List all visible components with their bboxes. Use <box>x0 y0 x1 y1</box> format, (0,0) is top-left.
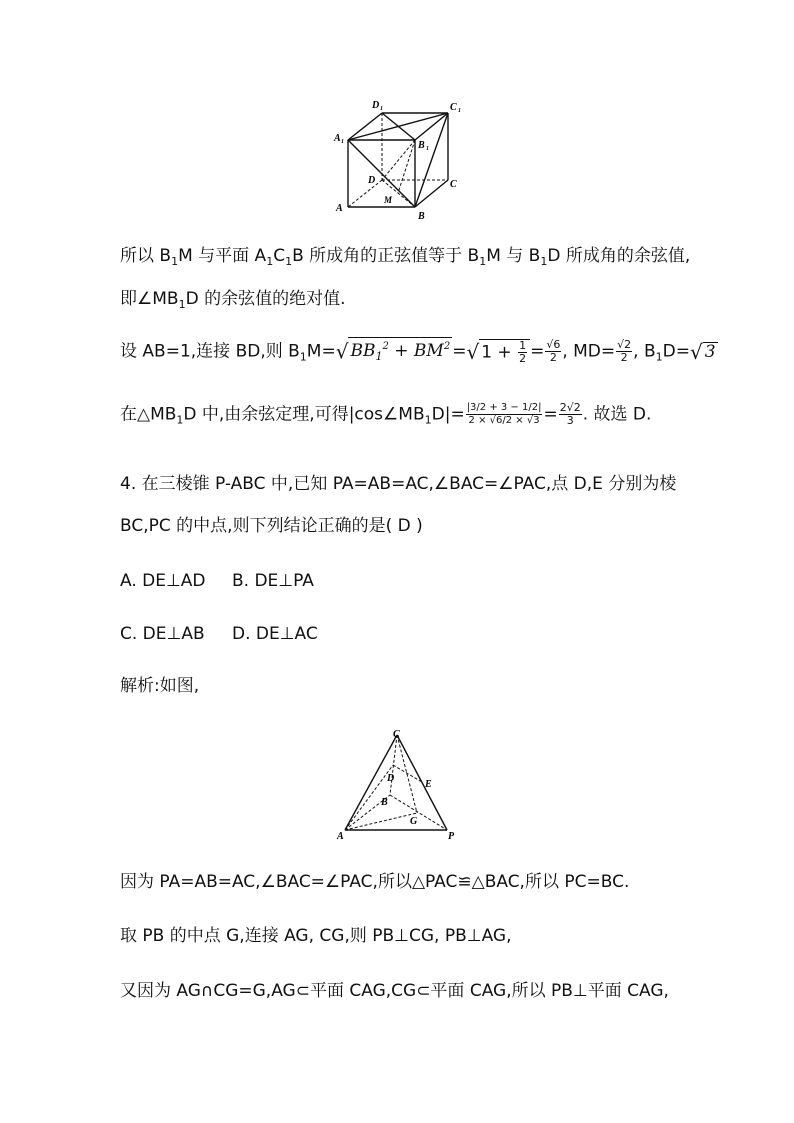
label-a1: A <box>334 133 341 144</box>
option-d: D. DE⊥AC <box>232 624 318 644</box>
text-line-1: 所以 $B_1M$ 与平面 $A_1C_1B$ 所成角的正弦值等于 $B_1M$ 与 $B_1D$ 所成角的余弦值, <box>120 246 691 268</box>
text-line-3: 设 AB=1,连接 BD,则 $B_1M=√$ $BB_1^2 + BM^2$ =√ 1 + $\frac{1}{2}$ = $\frac{√6}{2}$ , MD= $\frac{√2}{2}$ , $B_1D=√$ 3 <box>120 338 716 365</box>
option-a: A. DE⊥AD <box>120 571 206 591</box>
label-b1: B <box>418 140 425 151</box>
label-b: B <box>418 211 425 222</box>
label-c1: C <box>450 102 457 113</box>
label-d: D <box>387 773 395 784</box>
proof-line-1: 因为 PA=AB=AC,∠BAC=∠PAC,所以△PAC≌△BAC,所以 PC=BC. <box>120 872 630 892</box>
cube-figure <box>330 95 470 225</box>
label-d: D <box>368 175 376 186</box>
svg-text:1: 1 <box>341 139 344 145</box>
text-line-2: 即$\angle MB_1D$ 的余弦值的绝对值. <box>120 289 346 311</box>
option-b: B. DE⊥PA <box>232 571 314 591</box>
svg-text:1: 1 <box>426 146 429 152</box>
label-b: B <box>381 797 388 808</box>
option-c: C. DE⊥AB <box>120 624 205 644</box>
question-4-line-2: BC,PC 的中点,则下列结论正确的是( D ) <box>120 516 423 536</box>
label-g: G <box>410 816 418 827</box>
label-a: A <box>337 831 344 842</box>
text-line-4: 在$\triangle MB_1D$ 中,由余弦定理,可得$|\cos\angle MB_1D|=$ $\frac{|3/2 + 3 - 1/2|}{2 \times √6/2 \times √3}$ = $\frac{2√2}{3}$ . 故选 D. <box>120 401 652 427</box>
label-c: C <box>393 729 400 740</box>
label-m: M <box>384 195 393 205</box>
question-4-line-1: 4. 在三棱锥 P-ABC 中,已知 PA=AB=AC,∠BAC=∠PAC,点 D,E 分别为棱 <box>120 474 677 494</box>
proof-line-2: 取 PB 的中点 G,连接 AG, CG,则 PB⊥CG, PB⊥AG, <box>120 926 512 946</box>
label-a: A <box>336 203 343 214</box>
svg-text:1: 1 <box>380 106 383 112</box>
tetrahedron-figure <box>335 725 465 845</box>
label-d1: D <box>372 100 380 111</box>
proof-line-3: 又因为 AG∩CG=G,AG⊂平面 CAG,CG⊂平面 CAG,所以 PB⊥平面 CAG, <box>120 981 669 1001</box>
svg-text:1: 1 <box>458 108 461 114</box>
label-e: E <box>425 779 432 790</box>
label-c: C <box>450 179 457 190</box>
solution-heading: 解析:如图, <box>120 676 200 696</box>
label-p: P <box>448 831 455 842</box>
